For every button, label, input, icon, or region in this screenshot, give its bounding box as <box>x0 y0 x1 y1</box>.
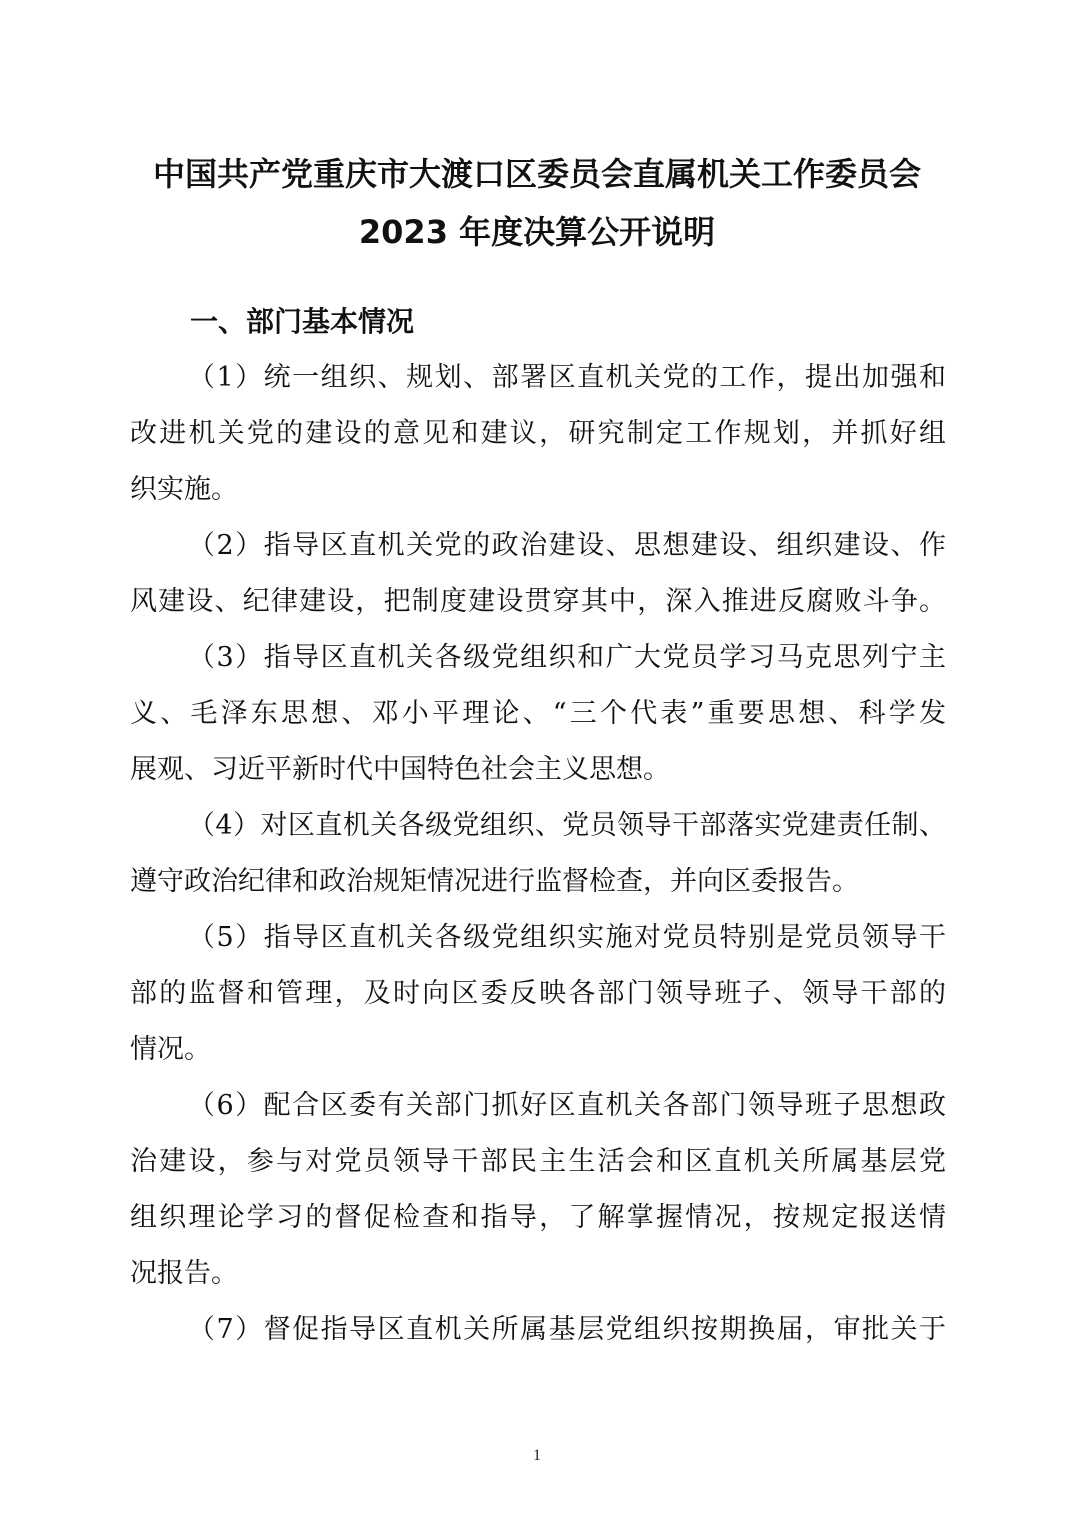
paragraph-line: （2）指导区直机关党的政治建设、思想建设、组织建设、作 <box>188 530 946 561</box>
document-title-line-2: 2023 年度决算公开说明 <box>358 213 716 251</box>
paragraph-line: 治建设，参与对党员领导干部民主生活会和区直机关所属基层党 <box>130 1146 946 1177</box>
paragraph-line: （3）指导区直机关各级党组织和广大党员学习马克思列宁主 <box>188 642 946 673</box>
page-number: 1 <box>533 1447 541 1464</box>
paragraph-line: 情况。 <box>130 1034 211 1065</box>
paragraph-line: 遵守政治纪律和政治规矩情况进行监督检查，并向区委报告。 <box>130 866 859 897</box>
paragraph-line: 改进机关党的建设的意见和建议，研究制定工作规划，并抓好组 <box>130 418 946 449</box>
paragraph-line: （5）指导区直机关各级党组织实施对党员特别是党员领导干 <box>188 922 946 953</box>
paragraph-line: 部的监督和管理，及时向区委反映各部门领导班子、领导干部的 <box>130 978 946 1009</box>
section-heading: 一、部门基本情况 <box>190 305 415 338</box>
paragraph-line: （6）配合区委有关部门抓好区直机关各部门领导班子思想政 <box>188 1090 946 1121</box>
paragraph-line: 展观、习近平新时代中国特色社会主义思想。 <box>130 754 670 785</box>
paragraph-line: 织实施。 <box>130 474 238 505</box>
paragraph-line: 组织理论学习的督促检查和指导，了解掌握情况，按规定报送情 <box>130 1202 946 1233</box>
paragraph-line: （4）对区直机关各级党组织、党员领导干部落实党建责任制、 <box>188 810 946 841</box>
paragraph-line: （7）督促指导区直机关所属基层党组织按期换届，审批关于 <box>188 1314 946 1345</box>
paragraph-line: （1）统一组织、规划、部署区直机关党的工作，提出加强和 <box>188 362 946 393</box>
paragraph-line: 义、毛泽东思想、邓小平理论、“三个代表”重要思想、科学发 <box>130 698 946 729</box>
body-text <box>130 350 946 1350</box>
document-title-line-1: 中国共产党重庆市大渡口区委员会直属机关工作委员会 <box>152 155 921 193</box>
paragraph-line: 风建设、纪律建设，把制度建设贯穿其中，深入推进反腐败斗争。 <box>130 586 946 617</box>
paragraph-line: 况报告。 <box>130 1258 238 1289</box>
